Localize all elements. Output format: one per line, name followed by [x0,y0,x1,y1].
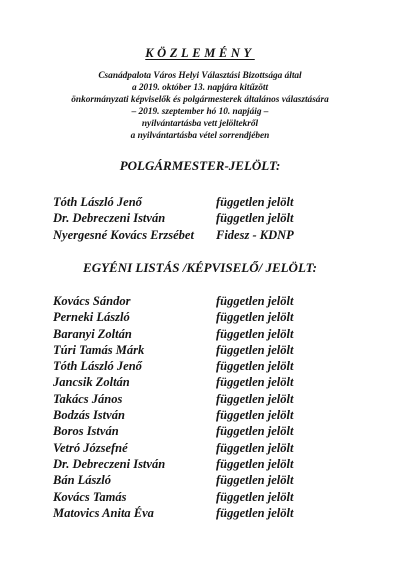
candidate-party: független jelölt [216,310,294,325]
candidate-row [53,505,373,521]
candidate-party: független jelölt [216,408,294,423]
candidate-name: Jancsik Zoltán [53,375,130,390]
candidate-row [53,227,373,243]
candidate-party: független jelölt [216,326,294,341]
candidate-row [53,407,373,423]
candidate-row [53,456,373,472]
representative-candidate-list [53,293,373,521]
candidate-name: Boros István [53,424,119,439]
intro-line: a 2019. október 13. napjára kitűzött [131,83,269,93]
intro-line: nyilvántartásba vett jelöltekről [141,119,259,129]
candidate-row [53,293,373,309]
candidate-party: független jelölt [216,440,294,455]
candidate-row [53,391,373,407]
intro-line: a nyilvántartásba vétel sorrendjében [130,131,270,141]
intro-line: – 2019. szeptember hó 10. napjáig – [131,107,269,117]
candidate-name: Kovács Sándor [53,294,131,308]
candidate-name: Vetró Józsefné [53,440,128,455]
candidate-party: független jelölt [216,342,294,357]
candidate-row [53,472,373,488]
intro-line: önkormányzati képviselők és polgármesterek általános választására [71,95,329,105]
candidate-row [53,489,373,505]
candidate-row [53,358,373,374]
candidate-name: Matovics Anita Éva [53,505,154,520]
candidate-party: független jelölt [216,456,294,471]
candidate-row [53,423,373,439]
candidate-row [53,309,373,325]
document-title: KÖZLEMÉNY [145,46,255,60]
candidate-party: független jelölt [216,424,294,439]
candidate-name: Bán László [53,473,112,488]
candidate-name: Baranyi Zoltán [53,326,132,341]
candidate-party: független jelölt [216,489,294,504]
candidate-party: Fidesz - KDNP [216,227,294,242]
candidate-party: független jelölt [216,505,294,520]
intro-paragraph [30,70,370,142]
candidate-party: független jelölt [216,294,294,308]
intro-line: Csanádpalota Város Helyi Választási Bizottsága által [98,71,302,81]
candidate-party: független jelölt [216,359,294,374]
candidate-party: független jelölt [216,211,294,226]
candidate-row [53,440,373,456]
candidate-party: független jelölt [216,375,294,390]
candidate-name: Tóth László Jenő [53,359,142,374]
candidate-name: Túri Tamás Márk [53,342,145,357]
mayor-candidate-list [53,194,373,243]
candidate-name: Takács János [53,391,123,406]
candidate-party: független jelölt [216,391,294,406]
candidate-row [53,326,373,342]
representative-section-heading: EGYÉNI LISTÁS /KÉPVISELŐ/ JELÖLT: [83,260,317,275]
candidate-party: független jelölt [216,195,294,209]
candidate-row [53,342,373,358]
mayor-section-heading: POLGÁRMESTER-JELÖLT: [119,158,281,173]
candidate-name: Tóth László Jenő [53,195,142,209]
candidate-name: Dr. Debreczeni István [53,211,166,226]
candidate-name: Kovács Tamás [53,489,127,504]
candidate-row [53,194,373,210]
candidate-party: független jelölt [216,473,294,488]
candidate-name: Perneki László [53,310,130,325]
candidate-row [53,210,373,226]
candidate-name: Nyergesné Kovács Erzsébet [53,227,194,242]
candidate-row [53,374,373,390]
candidate-name: Bodzás István [53,408,125,423]
candidate-name: Dr. Debreczeni István [53,456,166,471]
